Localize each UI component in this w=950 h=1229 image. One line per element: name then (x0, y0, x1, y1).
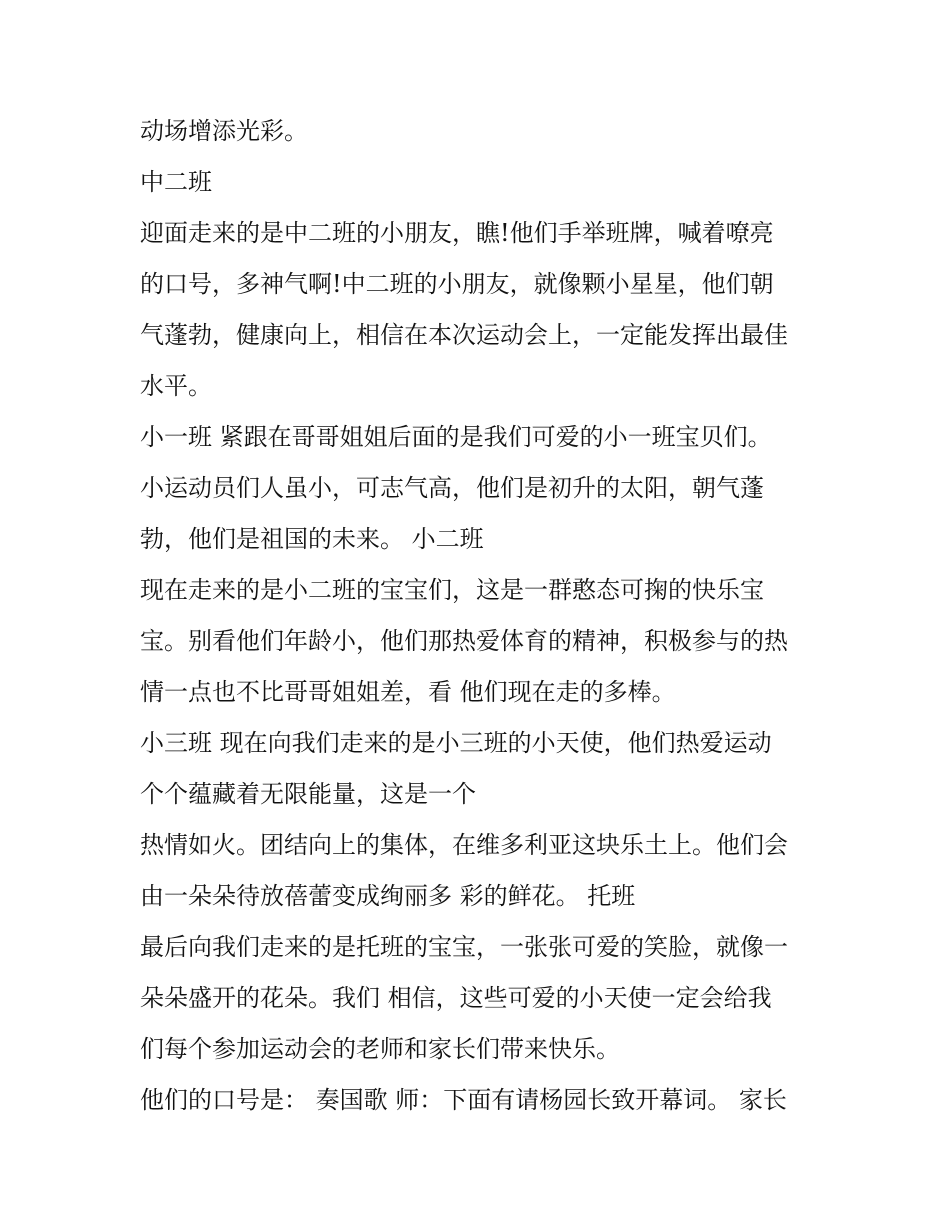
text-line: 热情如火。团结向上的集体，在维多利亚这块乐土上。他们会 (140, 831, 788, 859)
text-line: 迎面走来的是中二班的小朋友，瞧!他们手举班牌，喊着嘹亮 (140, 219, 774, 247)
class-heading: 中二班 (140, 168, 212, 196)
text-line: 由一朵朵待放蓓蕾变成绚丽多 彩的鲜花。 托班 (140, 882, 636, 910)
text-line: 勃，他们是祖国的未来。 小二班 (140, 525, 484, 553)
text-line: 个个蕴藏着无限能量，这是一个 (140, 780, 476, 808)
document-body (140, 106, 820, 1126)
text-line: 小一班 紧跟在哥哥姐姐后面的是我们可爱的小一班宝贝们。 (140, 423, 772, 451)
text-line: 最后向我们走来的是托班的宝宝，一张张可爱的笑脸，就像一 (140, 933, 788, 961)
text-line: 小三班 现在向我们走来的是小三班的小天使，他们热爱运动 (140, 729, 772, 757)
text-line: 的口号，多神气啊!中二班的小朋友，就像颗小星星，他们朝 (140, 270, 774, 298)
text-line: 动场增添光彩。 (140, 117, 308, 145)
text-line: 朵朵盛开的花朵。我们 相信，这些可爱的小天使一定会给我 (140, 984, 772, 1012)
text-line: 们每个参加运动会的老师和家长们带来快乐。 (140, 1035, 620, 1063)
text-line: 情一点也不比哥哥姐姐差，看 他们现在走的多棒。 (140, 678, 676, 706)
text-line: 小运动员们人虽小，可志气高，他们是初升的太阳，朝气蓬 (140, 474, 764, 502)
text-line: 气蓬勃，健康向上，相信在本次运动会上，一定能发挥出最佳 (140, 321, 788, 349)
text-line: 宝。别看他们年龄小，他们那热爱体育的精神，积极参与的热 (140, 627, 788, 655)
text-line: 他们的口号是： 奏国歌 师：下面有请杨园长致开幕词。 家长 (140, 1086, 787, 1114)
text-line: 现在走来的是小二班的宝宝们，这是一群憨态可掬的快乐宝 (140, 576, 764, 604)
text-line: 水平。 (140, 372, 212, 400)
